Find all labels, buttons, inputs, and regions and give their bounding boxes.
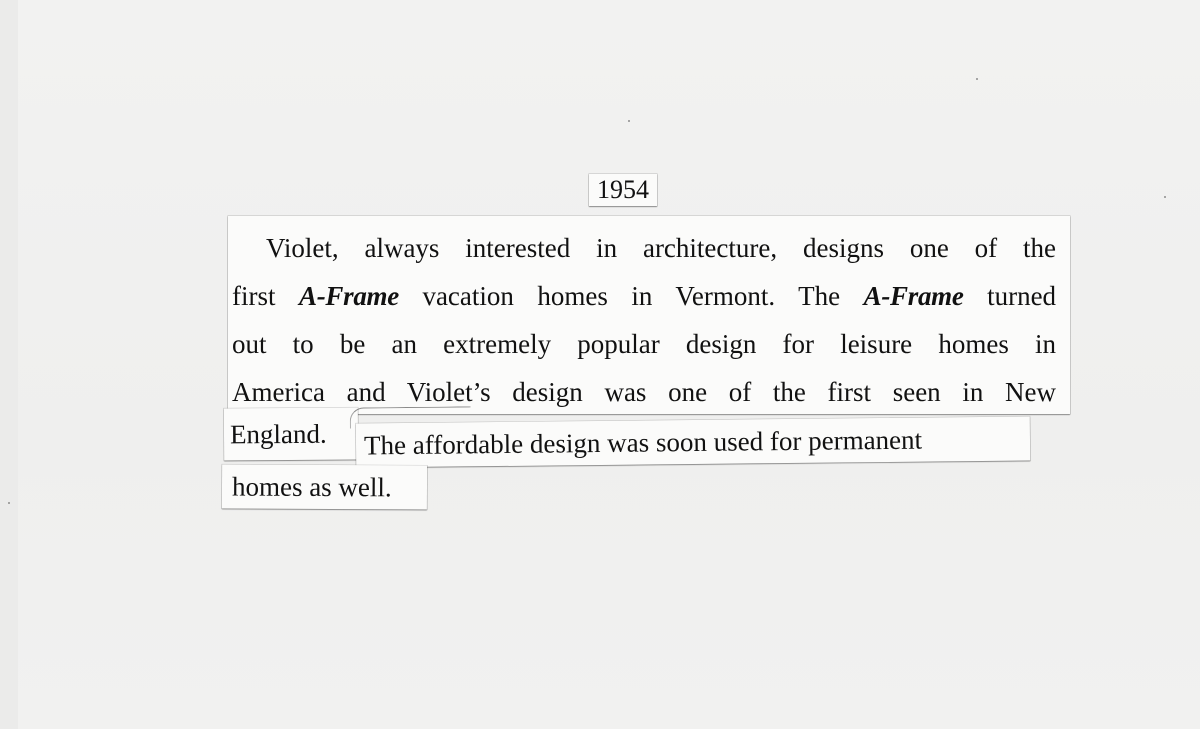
text-vacation: vacation homes in Vermont. The <box>422 281 841 311</box>
affordable-design-clipping: The affordable design was soon used for permanent <box>356 416 1030 467</box>
text-line-1: Violet, always interested in architecture, designs one of the <box>266 233 1056 263</box>
paper-speck <box>628 120 630 122</box>
a-frame-term: A-Frame <box>299 281 399 311</box>
text-line-2 <box>232 272 1056 320</box>
paper-background <box>18 0 1200 729</box>
text-line-3: out to be an extremely popular design for leisure homes in <box>232 329 1056 359</box>
paper-speck <box>976 78 978 80</box>
england-clipping: England. <box>224 408 358 461</box>
text-first: first <box>232 281 276 311</box>
paper-speck <box>8 502 10 504</box>
text-line-4: America and Violet’s design was one of the first seen in New <box>232 377 1056 407</box>
year-heading: 1954 <box>589 174 657 206</box>
homes-as-well-clipping: homes as well. <box>222 464 427 509</box>
text-turned: turned <box>987 281 1057 311</box>
main-paragraph-clipping <box>228 216 1070 414</box>
a-frame-term: A-Frame <box>863 281 964 311</box>
paper-speck <box>1164 196 1166 198</box>
